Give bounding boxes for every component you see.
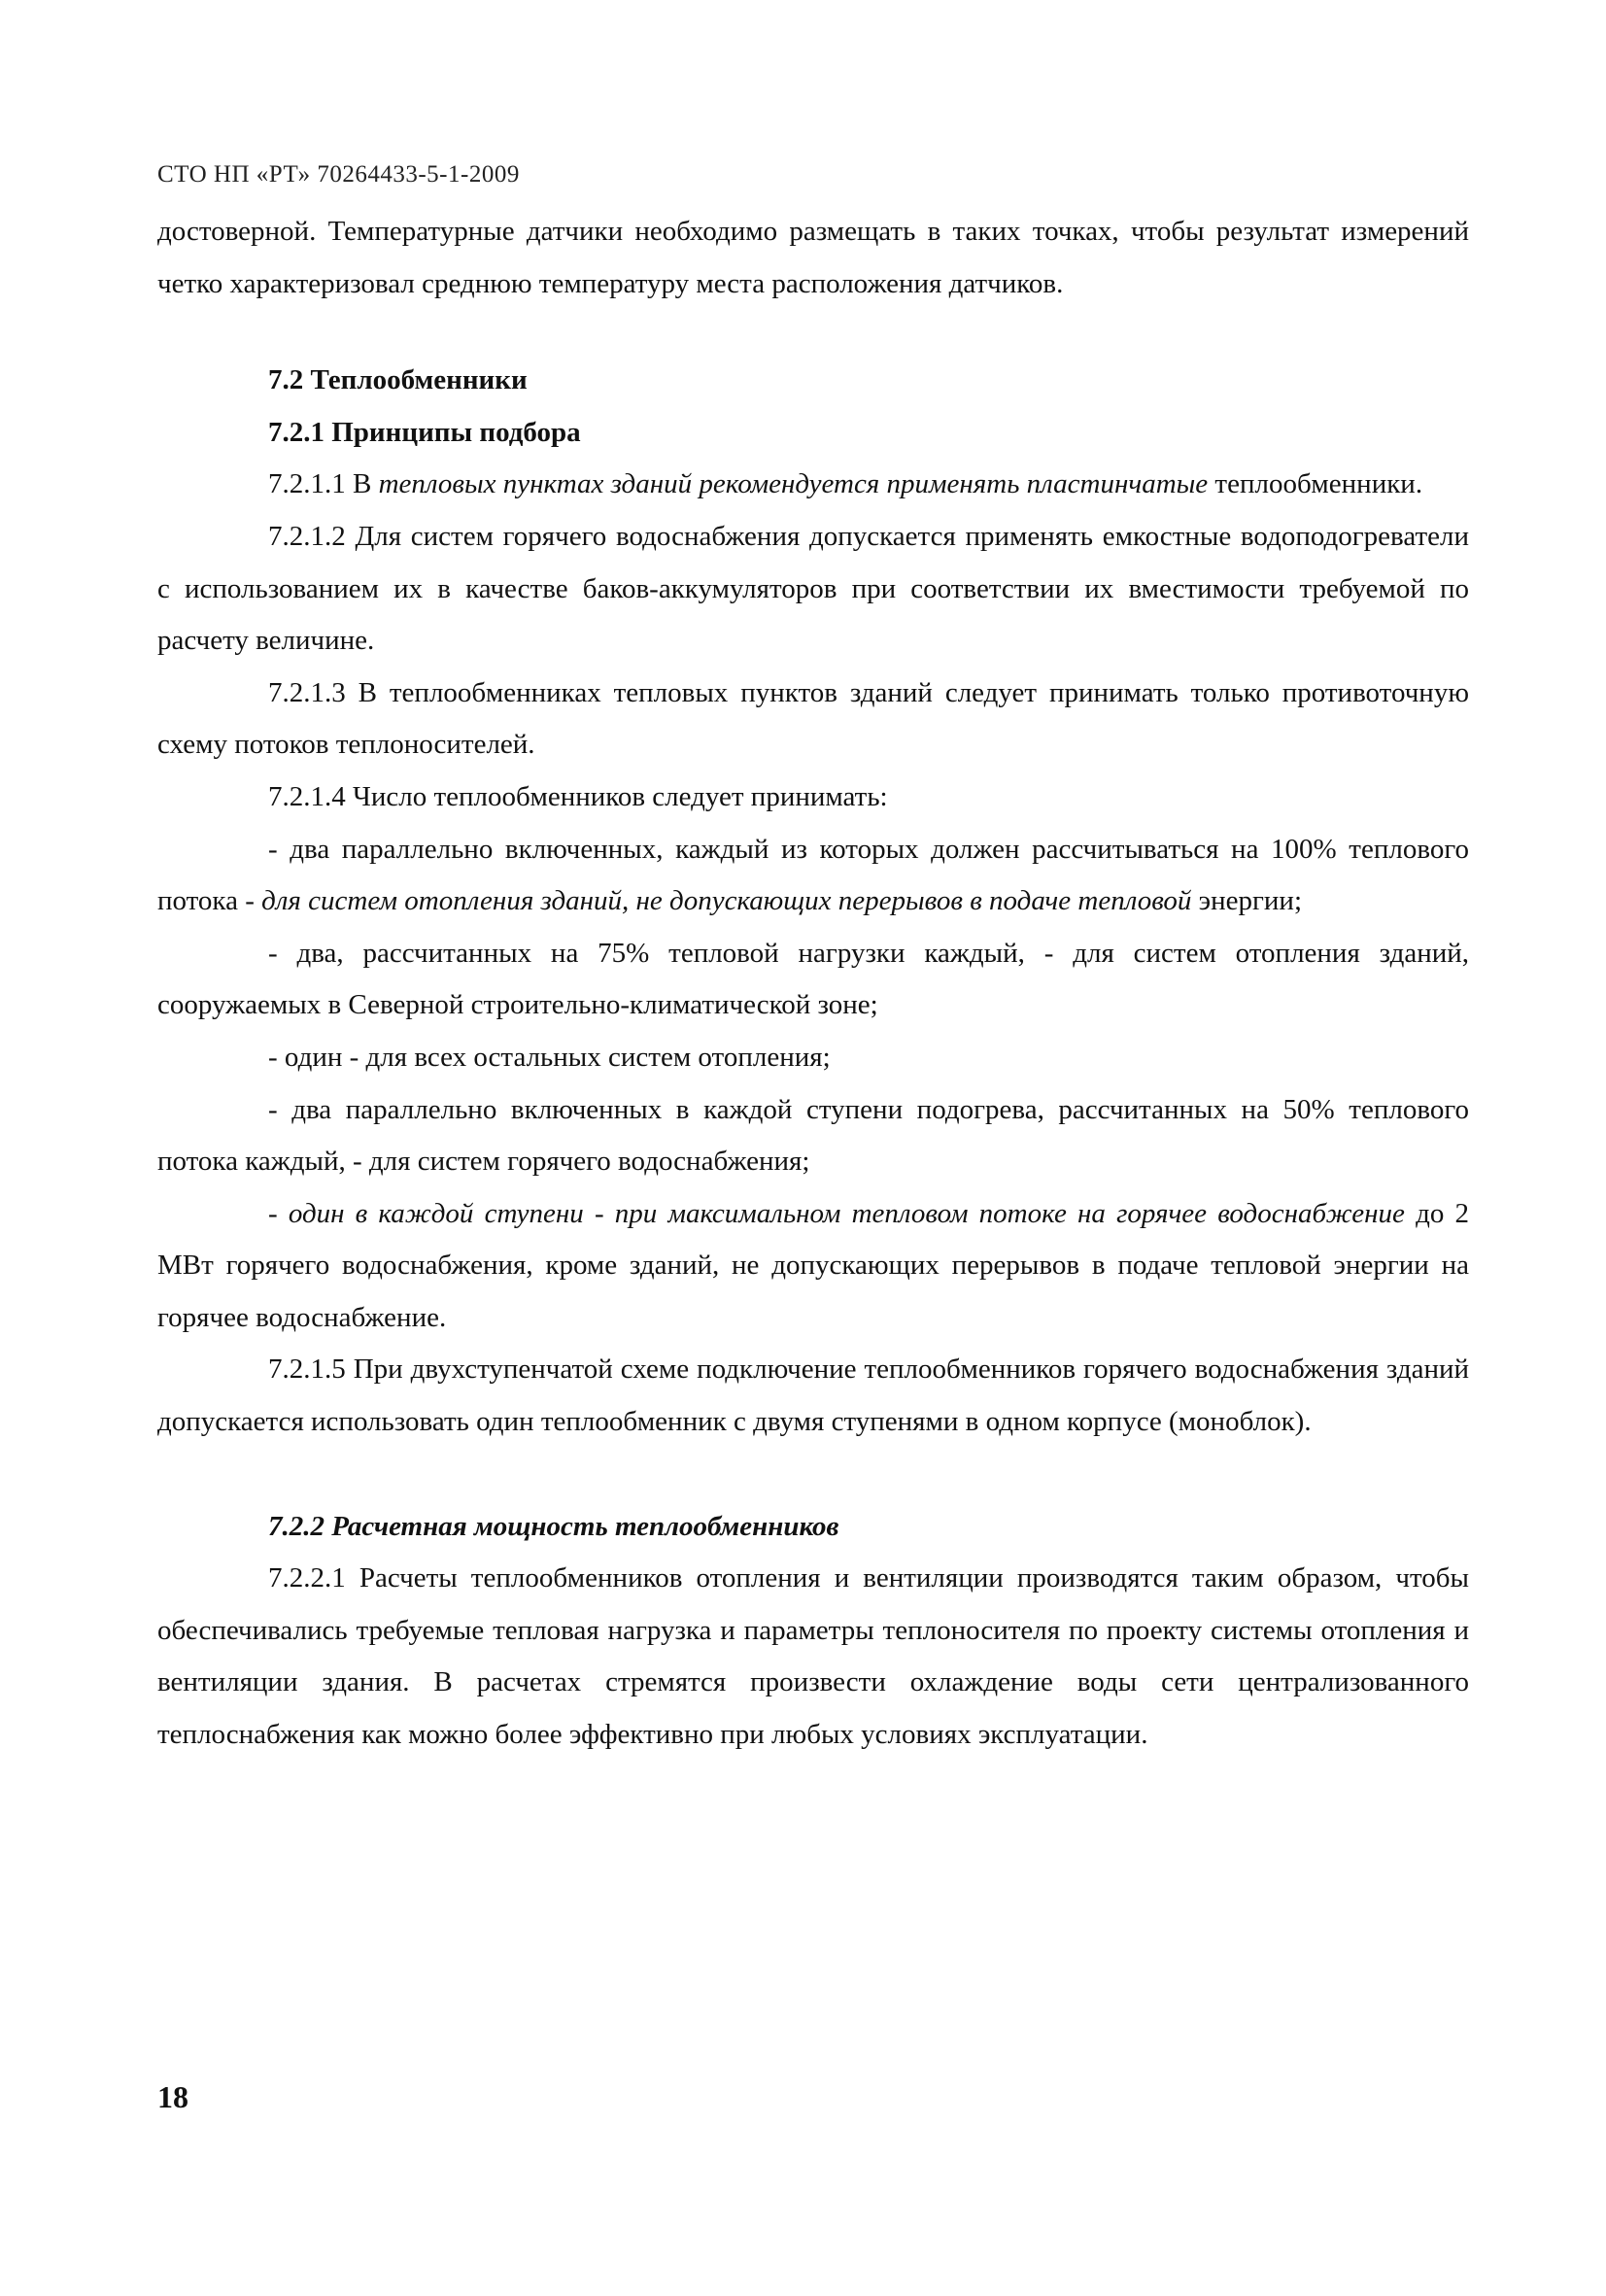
list-item-text: энергии; xyxy=(1191,885,1303,917)
paragraph-7-2-1-1 xyxy=(157,459,1469,511)
paragraph-7-2-1-2: 7.2.1.2 Для систем горячего водоснабжения допускается применять емкостные водоподогреватели с использованием их в качестве баков-аккумуляторов при соответствии их вместимости требуемой по расчету величине. xyxy=(157,520,1469,657)
document-code: СТО НП «РТ» 70264433-5-1-2009 xyxy=(157,161,520,188)
emphasis-text: тепловых пунктах зданий рекомендуется применять пластинчатые xyxy=(378,468,1209,500)
list-item-3: - один - для всех остальных систем отопления; xyxy=(268,1041,831,1073)
paragraph-text: теплообменники. xyxy=(1208,468,1423,500)
emphasis-text: для систем отопления зданий, не допускающих перерывов в подаче тепловой xyxy=(261,885,1192,917)
paragraph-7-2-1-3: 7.2.1.3 В теплообменниках тепловых пунктов зданий следует принимать только противоточную схему потоков теплоносителей. xyxy=(157,676,1469,761)
emphasis-text: - один в каждой ступени - при максимальном тепловом потоке на горячее водоснабжение xyxy=(268,1197,1405,1229)
paragraph-7-2-1-5: 7.2.1.5 При двухступенчатой схеме подключение теплообменников горячего водоснабжения зданий допускается использовать один теплообменник с двумя ступенями в одном корпусе (моноблок). xyxy=(157,1354,1469,1438)
section-heading-7-2-2: 7.2.2 Расчетная мощность теплообменников xyxy=(268,1510,839,1542)
section-heading-7-2-1: 7.2.1 Принципы подбора xyxy=(268,416,581,448)
list-item-1 xyxy=(157,824,1469,928)
paragraph-number: 7.2.1.1 В xyxy=(268,468,379,500)
list-item-5 xyxy=(157,1188,1469,1345)
paragraph-7-2-1-4: 7.2.1.4 Число теплообменников следует принимать: xyxy=(268,780,888,812)
list-item-text: до 2 МВт горячего водоснабжения, кроме зданий, не допускающих перерывов в подаче тепловой энергии на горячее водоснабжение. xyxy=(157,1197,1469,1333)
list-item-2: - два, рассчитанных на 75% тепловой нагрузки каждый, - для систем отопления зданий, сооружаемых в Северной строительно-климатической зоне; xyxy=(157,937,1469,1021)
paragraph-7-2-2-1: 7.2.2.1 Расчеты теплообменников отопления и вентиляции производятся таким образом, чтобы обеспечивались требуемые тепловая нагрузка и параметры теплоносителя по проекту системы отопления и вентиляции здания. В расчетах стремятся произвести охлаждение воды сети централизованного теплоснабжения как можно более эффективно при любых условиях эксплуатации. xyxy=(157,1562,1469,1751)
list-item-4: - два параллельно включенных в каждой ступени подогрева, рассчитанных на 50% теплового потока каждый, - для систем горячего водоснабжения; xyxy=(157,1093,1469,1178)
document-body xyxy=(157,206,1469,1762)
section-heading-7-2: 7.2 Теплообменники xyxy=(268,364,528,396)
list-item-text: - два параллельно включенных, каждый из которых должен рассчитываться на 100% теплового потока - xyxy=(157,833,1469,917)
paragraph-continuation: достоверной. Температурные датчики необходимо размещать в таких точках, чтобы результат измерений четко характеризовал среднюю температуру места расположения датчиков. xyxy=(157,216,1469,299)
page-number: 18 xyxy=(157,2079,188,2114)
